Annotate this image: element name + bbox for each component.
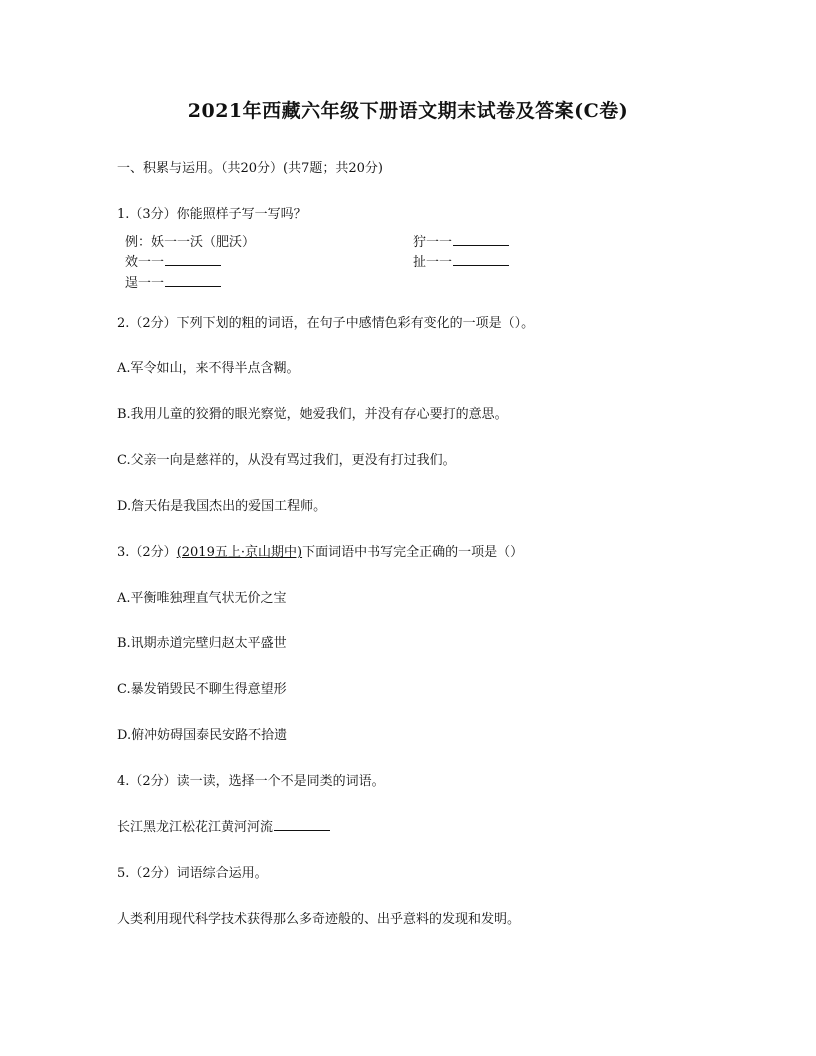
q2-option-d: D.詹天佑是我国杰出的爱国工程师。 (117, 499, 327, 514)
q1-item-3-label: 扯一一 (413, 255, 453, 270)
q4-stem: 4.（2分）读一读，选择一个不是同类的词语。 (117, 774, 385, 789)
q3-stem-line (117, 541, 523, 560)
q3-prefix: 3.（2分） (117, 545, 177, 560)
answer-blank[interactable] (453, 233, 509, 246)
q3-source-link[interactable]: (2019五上·京山期中) (176, 545, 303, 560)
page-title: 2021年西藏六年级下册语文期末试卷及答案(C卷) (187, 100, 629, 122)
section-heading: 一、积累与运用。（共20分）(共7题；共20分) (117, 161, 383, 176)
q1-stem: 1.（3分）你能照样子写一写吗？ (117, 207, 307, 222)
answer-blank[interactable] (453, 253, 509, 266)
q5-text: 人类利用现代科学技术获得那么多奇迹般的、出乎意料的发现和发明。 (117, 912, 521, 927)
q1-example: 例：妖一一沃（肥沃） (125, 235, 256, 250)
answer-blank[interactable] (165, 274, 221, 287)
q5-stem: 5.（2分）词语综合运用。 (117, 866, 268, 881)
q1-item-1-label: 狞一一 (413, 235, 453, 250)
q3-option-d: D.俯冲妨碍国泰民安路不拾遗 (117, 728, 288, 743)
q3-stem: 下面词语中书写完全正确的一项是（） (302, 545, 524, 560)
q1-item-3 (413, 251, 509, 270)
q2-option-a: A.军令如山，来不得半点含糊。 (117, 361, 300, 376)
q2-option-b: B.我用儿童的狡猾的眼光察觉，她爱我们，并没有存心要打的意思。 (117, 407, 508, 422)
answer-blank[interactable] (165, 253, 221, 266)
q1-item-4-label: 逞一一 (125, 276, 165, 291)
q3-option-b: B.讯期赤道完壁归赵太平盛世 (117, 636, 287, 651)
q2-option-c: C.父亲一向是慈祥的，从没有骂过我们，更没有打过我们。 (117, 453, 456, 468)
q3-option-c: C.暴发销毁民不聊生得意望形 (117, 682, 287, 697)
answer-blank[interactable] (274, 818, 330, 831)
q1-item-2-label: 效一一 (125, 255, 165, 270)
q1-item-1 (413, 231, 509, 250)
q1-item-2 (125, 251, 221, 270)
q1-item-4 (125, 272, 221, 291)
q3-option-a: A.平衡唯独理直气状无价之宝 (117, 591, 287, 606)
q2-stem: 2.（2分）下列下划的粗的词语，在句子中感情色彩有变化的一项是（）。 (117, 316, 535, 331)
q4-words-line (117, 816, 330, 835)
q4-words: 长江黑龙江松花江黄河河流 (117, 820, 274, 835)
